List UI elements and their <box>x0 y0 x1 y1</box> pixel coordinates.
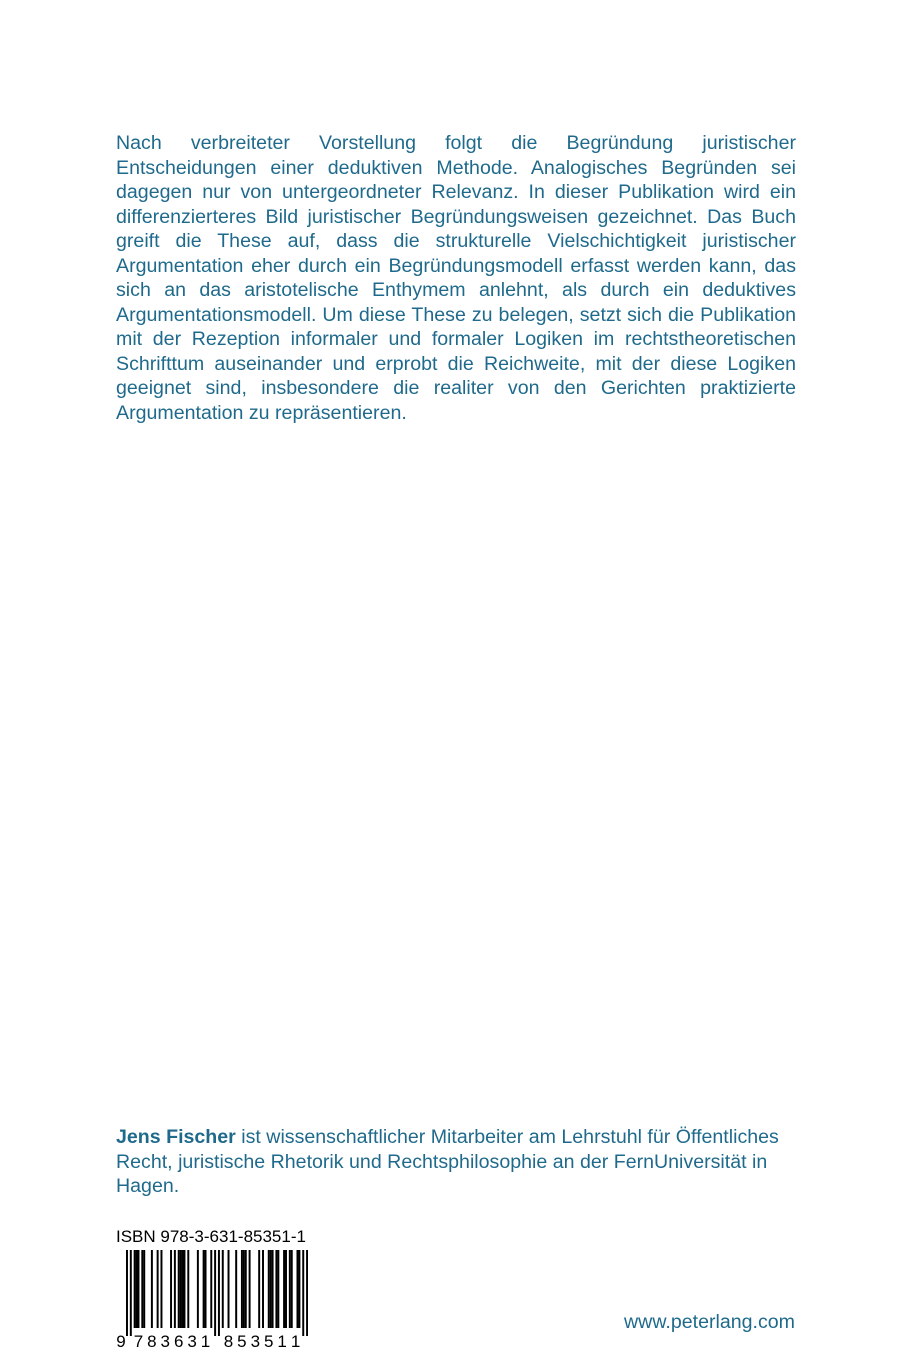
barcode-bar <box>291 1250 293 1328</box>
barcode-bar <box>187 1250 189 1328</box>
barcode-bar <box>277 1250 279 1328</box>
barcode-bar <box>222 1250 224 1328</box>
barcode-bar <box>270 1250 272 1328</box>
barcode-bar <box>183 1250 185 1328</box>
barcode-digit: 8 <box>223 1332 234 1350</box>
author-name: Jens Fischer <box>116 1126 236 1148</box>
barcode-bar <box>178 1250 180 1328</box>
barcode-bar <box>134 1250 136 1328</box>
barcode-digit: 3 <box>160 1332 171 1350</box>
barcode-bar <box>249 1250 251 1328</box>
barcode-bar <box>182 1250 184 1328</box>
barcode-bar <box>218 1250 220 1336</box>
barcode-bar <box>283 1250 285 1328</box>
barcode-bar <box>210 1250 212 1328</box>
barcode-bar <box>160 1250 162 1328</box>
barcode-bar <box>235 1250 237 1328</box>
barcode-digit: 8 <box>147 1332 157 1350</box>
barcode-bar <box>143 1250 145 1328</box>
barcode-bar <box>228 1250 230 1328</box>
barcode-bar <box>203 1250 205 1328</box>
barcode-bar <box>157 1250 159 1328</box>
barcode-bar <box>170 1250 172 1328</box>
barcode-bar <box>205 1250 207 1328</box>
barcode-bar <box>302 1250 304 1336</box>
barcode-bar <box>268 1250 270 1328</box>
barcode-digit: 7 <box>133 1332 144 1350</box>
isbn-label: ISBN 978-3-631-85351-1 <box>116 1227 306 1246</box>
barcode-bar <box>243 1250 245 1328</box>
barcode-bar <box>285 1250 287 1328</box>
barcode-bar <box>289 1250 291 1328</box>
barcode-digit: 1 <box>200 1332 211 1350</box>
back-cover-blurb: Nach verbreiteter Vorstellung folgt die Begründung juristischer Entscheidungen einer deduktiven Methode. Analogisches Begründen sei dagegen nur von untergeordneter Relevanz. In dieser Publikation wird ein differenzierteres Bild juristischer Begründungsweisen gezeichnet. Das Buch greift die These auf, dass die strukturelle Vielschichtigkeit juristischer Argumentation eher durch ein Begründungsmodell erfasst werden kann, das sich an das aristotelische Enthymem anlehnt, als durch ein deduktives Argumentationsmodell. Um diese These zu belegen, setzt sich die Publikation mit der Rezeption informaler und formaler Logiken im rechtstheoretischen Schrifttum auseinander und erprobt die Reichweite, mit der diese Logiken geeignet sind, insbesondere die realiter von den Gerichten praktizierte Argumentation zu repräsentieren. <box>116 132 796 424</box>
barcode-digit: 1 <box>290 1332 301 1350</box>
author-bio-text: ist wissenschaftlicher Mitarbeiter am Lehrstuhl für Öffentliches Recht, juristische Rhetorik und Rechtsphilosophie an der FernUniversität in Hagen. <box>116 1126 779 1197</box>
barcode-bar <box>180 1250 182 1328</box>
barcode-digit: 1 <box>277 1332 287 1350</box>
barcode-bar <box>141 1250 143 1328</box>
barcode-digit: 6 <box>173 1332 184 1350</box>
barcode-bar <box>130 1250 132 1336</box>
barcode-bar <box>298 1250 300 1328</box>
barcode-bar <box>126 1250 128 1336</box>
publisher-website[interactable]: www.peterlang.com <box>624 1311 795 1333</box>
barcode-bar <box>137 1250 139 1328</box>
barcode-bar <box>306 1250 308 1336</box>
barcode-bar <box>297 1250 299 1328</box>
barcode-digits <box>116 1332 300 1350</box>
barcode-digit: 9 <box>116 1332 126 1350</box>
barcode-bar <box>258 1250 260 1328</box>
barcode-digit: 3 <box>250 1332 261 1350</box>
barcode-digit: 5 <box>237 1332 247 1350</box>
barcode-bar <box>197 1250 199 1328</box>
barcode-bar <box>151 1250 153 1328</box>
barcode-bar <box>136 1250 138 1328</box>
barcode-bar <box>275 1250 277 1328</box>
barcode-bar <box>241 1250 243 1328</box>
barcode-bars <box>126 1250 308 1336</box>
barcode-bar <box>272 1250 274 1328</box>
barcode-bar <box>174 1250 176 1328</box>
author-bio <box>116 1125 796 1199</box>
barcode-bar <box>262 1250 264 1328</box>
barcode-bar <box>245 1250 247 1328</box>
barcode-digit: 5 <box>263 1332 274 1350</box>
barcode-digit: 3 <box>187 1332 197 1350</box>
barcode-bar <box>214 1250 216 1336</box>
isbn-barcode <box>116 1250 308 1350</box>
